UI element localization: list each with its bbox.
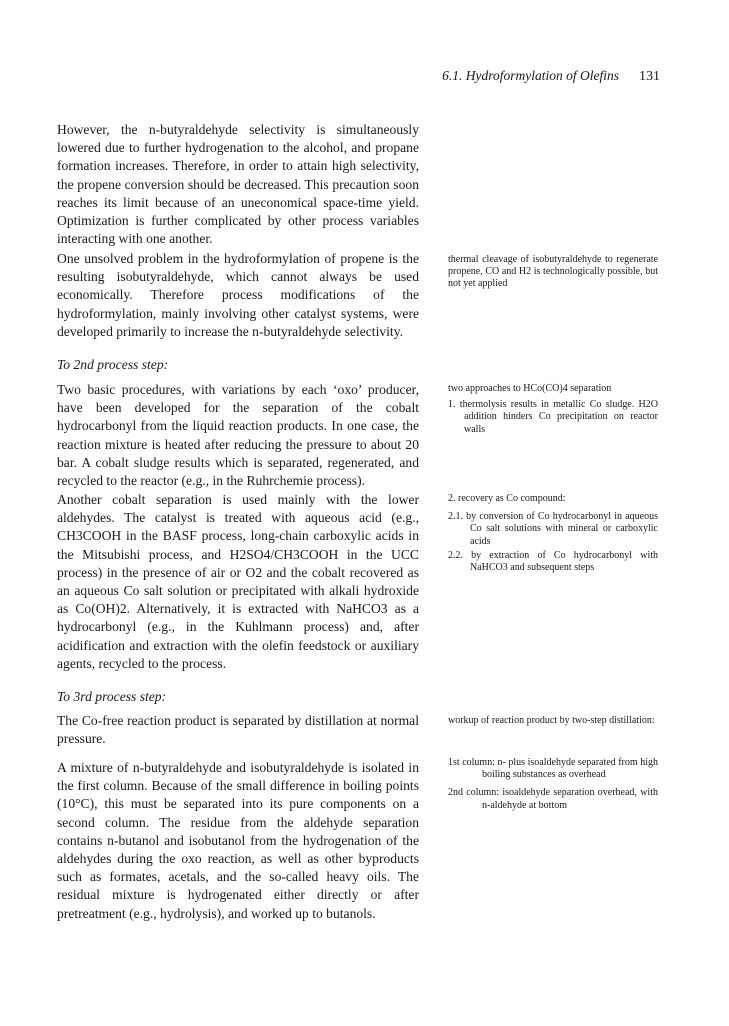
page-number: 131	[639, 69, 660, 84]
note-item: 1. thermolysis results in metallic Co sludge. H2O addition hinders Co precipitation on reactor walls	[448, 399, 658, 435]
heading-2nd-step	[57, 356, 419, 374]
heading-text: To 2nd process step:	[57, 357, 169, 372]
heading-3rd-step	[57, 688, 419, 706]
section-title: 6.1. Hydroformylation of Olefins	[442, 68, 619, 83]
paragraph-2	[57, 250, 419, 341]
paragraph-5	[57, 712, 419, 748]
paragraph-3	[57, 381, 419, 490]
note-text: thermal cleavage of isobutyraldehyde to regenerate propene, CO and H2 is technologically possible, but not yet applied	[448, 254, 658, 290]
paragraph-4	[57, 491, 419, 673]
paragraph-text: A mixture of n-butyraldehyde and isobutyraldehyde is isolated in the first column. Because of the small difference in boiling points (10°C), this must be separated into its pure components on a second column. The residue from the aldehyde separation contains n-butanol and isobutanol from the hydrogenation of the aldehydes during the oxo reaction, as well as other byproducts such as formates, acetals, and the so-called heavy oils. The residual mixture is hydrogenated either directly or after pretreatment (e.g., hydrolysis), and worked up to butanols.	[57, 760, 419, 921]
note-title: 2. recovery as Co compound:	[448, 493, 566, 504]
note-item: 2.2. by extraction of Co hydrocarbonyl with NaHCO3 and subsequent steps	[448, 549, 658, 574]
note-title: two approaches to HCo(CO)4 separation	[448, 383, 612, 394]
note-item: 1st column: n- plus isoaldehyde separated from high boiling substances as overhead	[448, 757, 658, 781]
margin-note-5	[448, 757, 658, 812]
margin-note-1	[448, 254, 658, 291]
note-item: 2.1. by conversion of Co hydrocarbonyl in aqueous Co salt solutions with mineral or carboxylic acids	[448, 511, 658, 547]
paragraph-text: One unsolved problem in the hydroformylation of propene is the resulting isobutyraldehyde, which cannot always be used economically. Therefore process modifications of the hydroformylation, mainly involving other catalyst systems, were developed primarily to increase the n-butyraldehyde selectivity.	[57, 251, 419, 339]
paragraph-1	[57, 121, 419, 248]
margin-note-4	[448, 715, 658, 727]
paragraph-text: Two basic procedures, with variations by each ‘oxo’ producer, have been developed for the separation of the cobalt hydrocarbonyl from the liquid reaction products. In one case, the reaction mixture is heated after reducing the pressure to about 20 bar. A cobalt sludge results which is separated, regenerated, and recycled to the reactor (e.g., in the Ruhrchemie process).	[57, 382, 419, 489]
note-text: workup of reaction product by two-step distillation:	[448, 715, 655, 726]
note-item: 2nd column: isoaldehyde separation overhead, with n-aldehyde at bottom	[448, 787, 658, 811]
margin-note-2	[448, 383, 658, 436]
paragraph-6	[57, 759, 419, 923]
paragraph-text: The Co-free reaction product is separated by distillation at normal pressure.	[57, 713, 419, 747]
heading-text: To 3rd process step:	[57, 689, 167, 704]
paragraph-text: However, the n-butyraldehyde selectivity is simultaneously lowered due to further hydrogenation to the alcohol, and propane formation increases. Therefore, in order to attain high selectivity, the propene conversion should be decreased. This precaution soon reaches its limit because of an uneconomical space-time yield. Optimization is further complicated by other process variables interacting with one another.	[57, 122, 419, 247]
running-head	[360, 68, 660, 85]
paragraph-text: Another cobalt separation is used mainly with the lower aldehydes. The catalyst is treated with aqueous acid (e.g., CH3COOH in the BASF process, long-chain carboxylic acids in the Mitsubishi process, and H2SO4/CH3COOH in the UCC process) in the presence of air or O2 and the cobalt recovered as an aqueous Co salt solution or precipitated with alkali hydroxide as Co(OH)2. Alternatively, it is extracted with NaHCO3 as a hydrocarbonyl (e.g., in the Kuhlmann process) and, after acidification and extraction with the olefin feedstock or auxiliary agents, recycled to the process.	[57, 492, 419, 671]
margin-note-3	[448, 493, 658, 574]
